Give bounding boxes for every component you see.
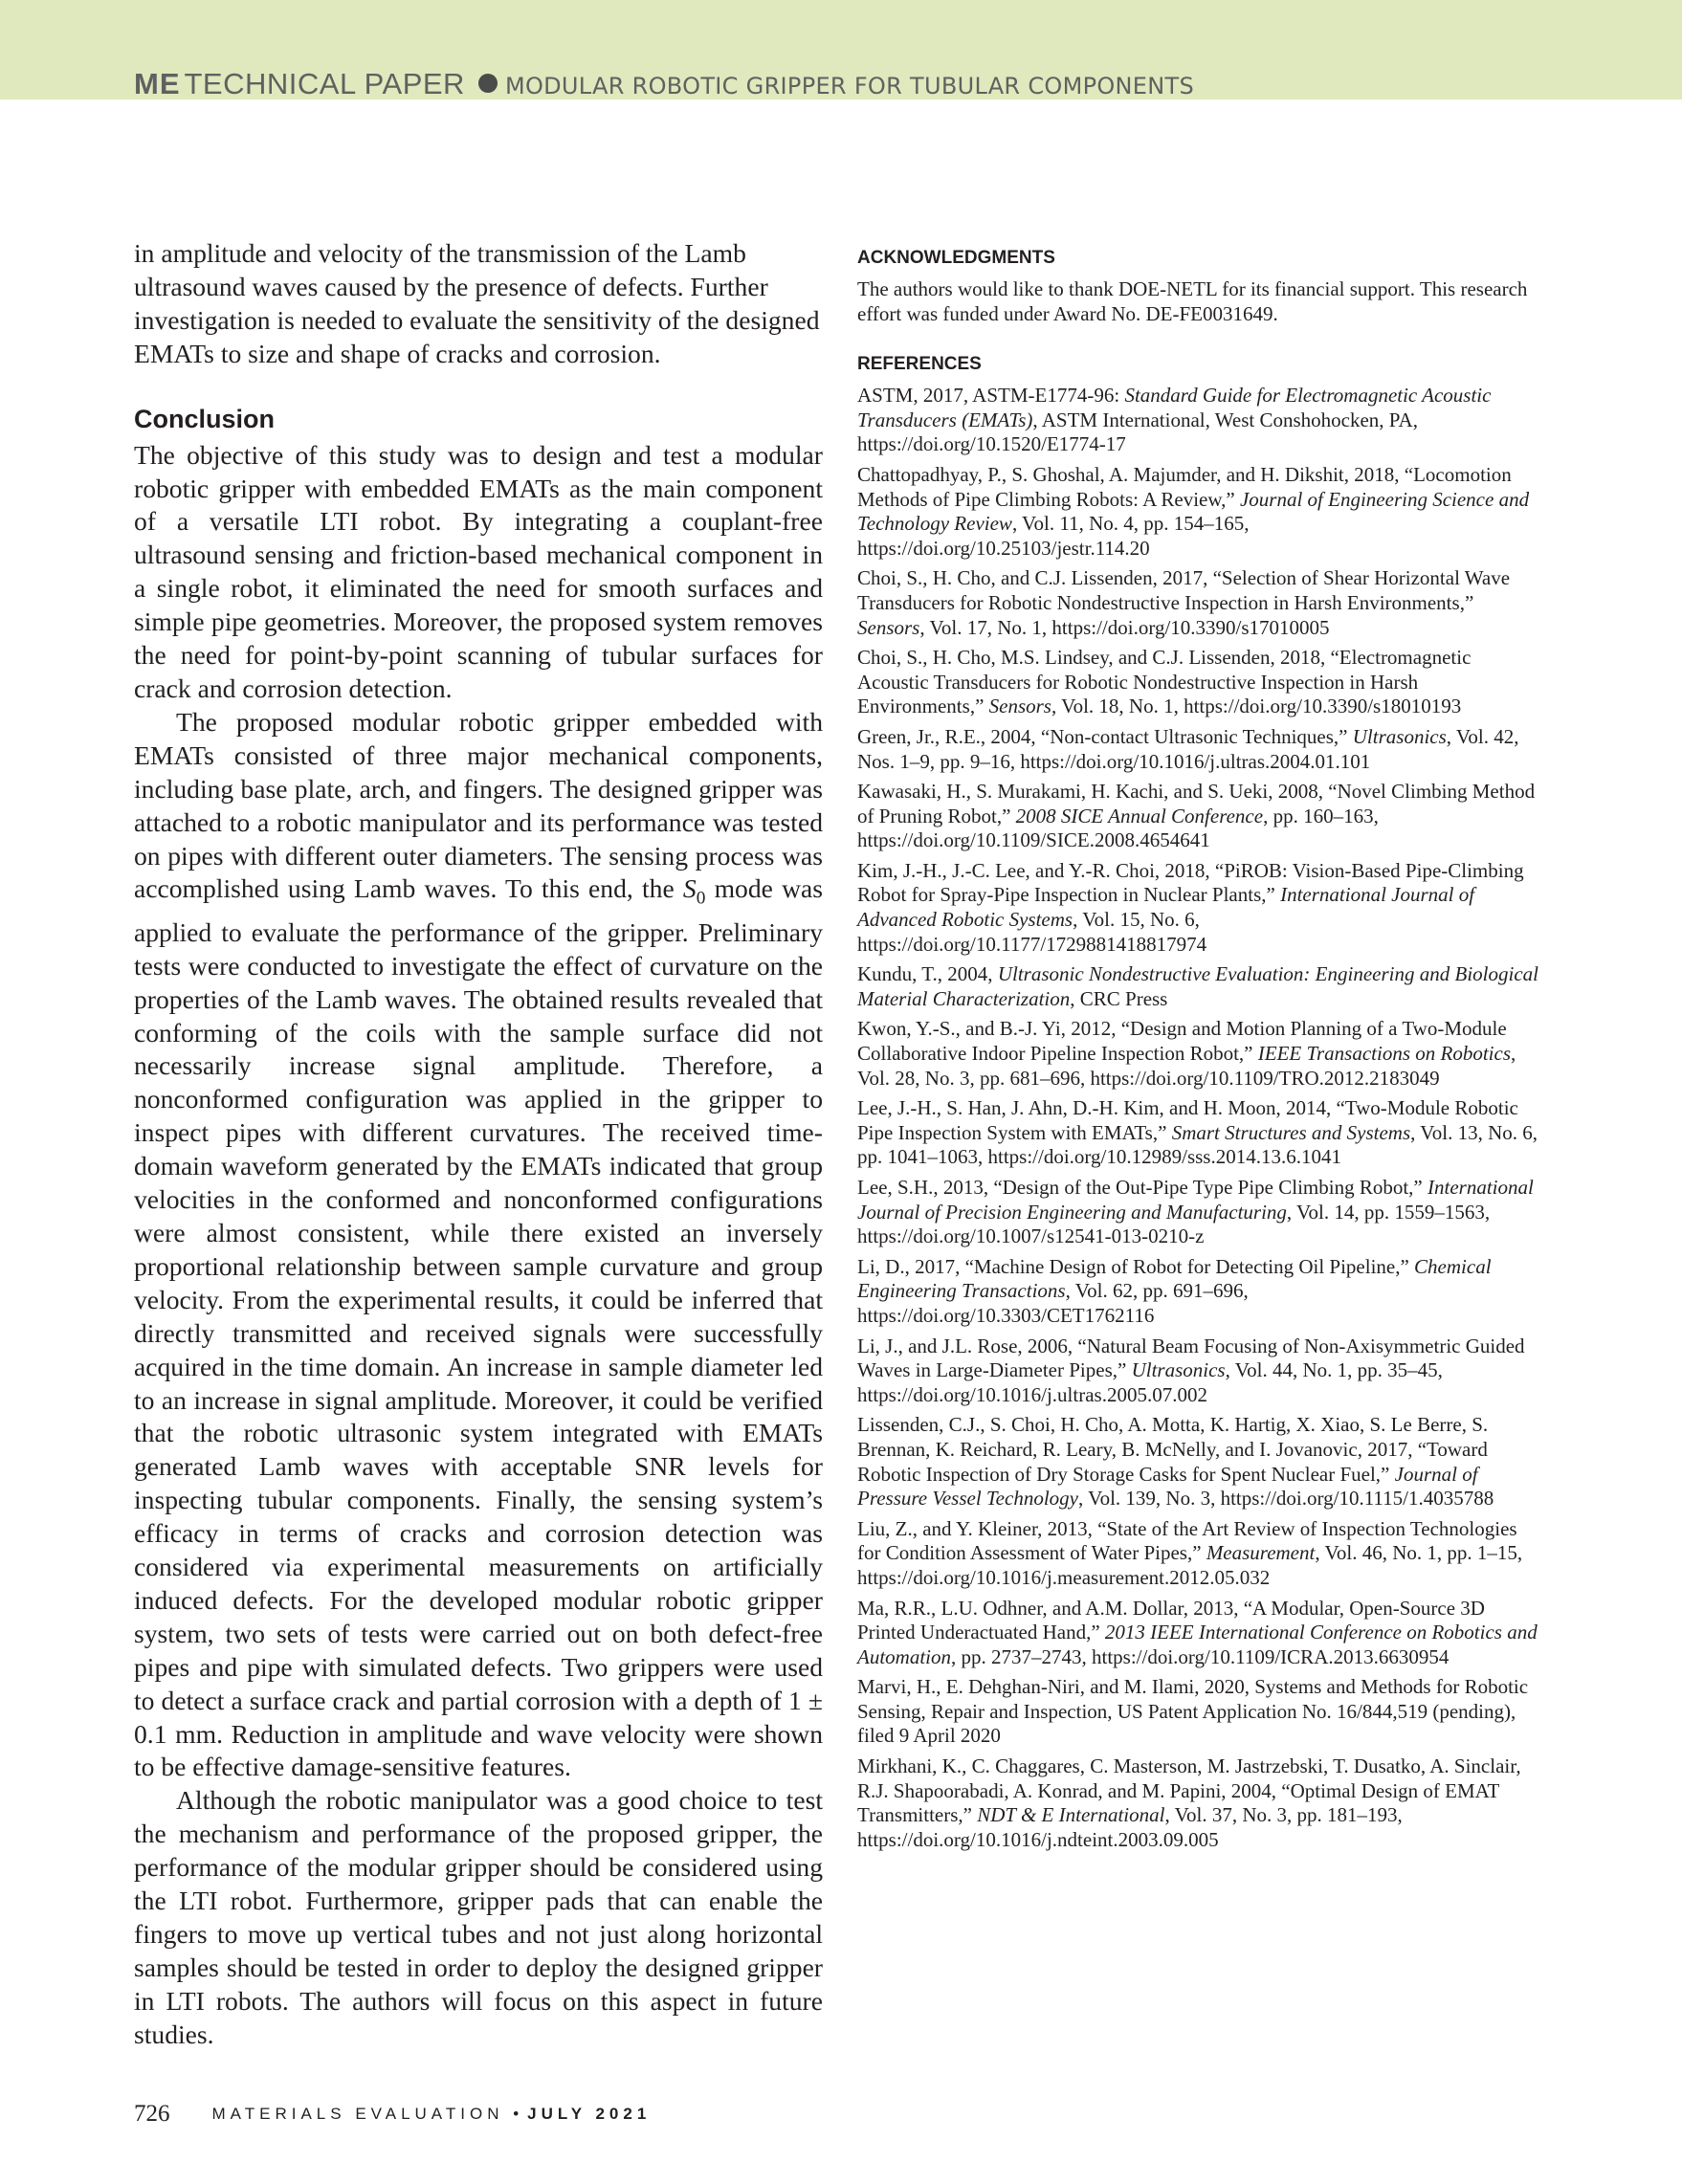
reference-item [857,1517,1542,1591]
reference-details: , Vol. 13, No. 6, pp. 1041–1063, https://doi.org/10.12989/sss.2014.13.6.1041 [857,1120,1538,1169]
reference-text: Mirkhani, K., C. Chaggares, C. Masterson, M. Jastrzebski, T. Dusatko, A. Sinclair, R.J. Shapoorabadi, A. Konrad, and M. Papini, 2004, “Optimal Design of EMAT Transmitters,” [857,1754,1521,1827]
reference-text: Lee, J.-H., S. Han, J. Ahn, D.-H. Kim, and H. Moon, 2014, “Two-Module Robotic Pipe Inspection System with EMATs,” [857,1096,1518,1144]
section-title: MODULAR ROBOTIC GRIPPER FOR TUBULAR COMPONENTS [504,73,1195,99]
reference-item [857,1675,1542,1749]
bullet-dot-icon [478,74,498,93]
reference-text: Kim, J.-H., J.-C. Lee, and Y.-R. Choi, 2018, “PiROB: Vision-Based Pipe-Climbing Robot for Spray-Pipe Inspection in Nuclear Plants,” [857,858,1524,907]
reference-source-title: 2013 IEEE International Conference on Robotics and Automation [857,1621,1538,1668]
reference-item [857,646,1542,719]
continued-paragraph: in amplitude and velocity of the transmission of the Lamb ultrasound waves caused by the presence of defects. Further investigation is needed to evaluate the sensitivity of the designed EMATs to size and shape of cracks and corrosion. [134,238,820,368]
acknowledgments-text: The authors would like to thank DOE-NETL for its financial support. This research effort was funded under Award No. DE-FE0031649. [857,277,1528,325]
reference-item [857,1017,1542,1091]
reference-details: , Vol. 15, No. 6, https://doi.org/10.1177/1729881418817974 [857,908,1207,956]
reference-source-title: Journal of Pressure Vessel Technology [857,1462,1478,1511]
reference-text: Choi, S., H. Cho, and C.J. Lissenden, 2017, “Selection of Shear Horizontal Wave Transducers for Robotic Nondestructive Inspection in Harsh Environments,” [857,566,1511,614]
reference-text: Li, J., and J.L. Rose, 2006, “Natural Beam Focusing of Non-Axisymmetric Guided Waves in Large-Diameter Pipes,” [857,1334,1525,1382]
reference-text: Liu, Z., and Y. Kleiner, 2013, “State of the Art Review of Inspection Technologies for Condition Assessment of Water Pipes,” [857,1516,1517,1565]
reference-source-title: NDT & E International [977,1803,1165,1827]
reference-details: , pp. 2737–2743, https://doi.org/10.1109/ICRA.2013.6630954 [951,1644,1450,1668]
reference-item [857,962,1542,1011]
reference-text: Kwon, Y.-S., and B.-J. Yi, 2012, “Design and Motion Planning of a Two-Module Collaborative Indoor Pipeline Inspection Robot,” [857,1017,1507,1066]
reference-item [857,1597,1542,1670]
series-label: TECHNICAL PAPER [184,67,465,100]
reference-item [857,463,1542,561]
reference-text: Choi, S., H. Cho, M.S. Lindsey, and C.J. Lissenden, 2018, “Electromagnetic Acoustic Transducers for Robotic Nondestructive Inspection in Harsh Environments,” [857,646,1472,718]
reference-source-title: Standard Guide for Electromagnetic Acoustic Transducers (EMATs) [857,384,1492,431]
reference-source-title: Journal of Engineering Science and Technology Review [857,487,1530,536]
conclusion-paragraph-2 [134,706,823,1785]
reference-source-title: Smart Structures and Systems [1171,1120,1411,1144]
reference-details: , Vol. 139, No. 3, https://doi.org/10.1115/1.4035788 [1077,1487,1494,1511]
reference-source-title: Ultrasonic Nondestructive Evaluation: Engineering and Biological Material Characterization [857,962,1538,1010]
reference-source-title: Ultrasonics [1131,1358,1226,1382]
reference-text: Ma, R.R., L.U. Odhner, and A.M. Dollar, 2013, “A Modular, Open-Source 3D Printed Underactuated Hand,” [857,1596,1485,1644]
reference-item [857,1096,1542,1170]
reference-text: Chattopadhyay, P., S. Ghoshal, A. Majumder, and H. Dikshit, 2018, “Locomotion Methods of Pipe Climbing Robots: A Review,” [857,462,1512,511]
reference-details: , Vol. 11, No. 4, pp. 154–165, https://doi.org/10.25103/jestr.114.20 [857,512,1250,560]
reference-source-title: Chemical Engineering Transactions [857,1254,1492,1303]
reference-text: Lissenden, C.J., S. Choi, H. Cho, A. Motta, K. Hartig, X. Xiao, S. Le Berre, S. Brennan, K. Reichard, R. Leary, B. McNelly, and I. Jovanovic, 2017, “Toward Robotic Inspection of Dry Storage Casks for Spent Nuclear Fuel,” [857,1413,1489,1486]
paragraph-text: The proposed modular robotic gripper embedded with EMATs consisted of three major mechanical components, including base plate, arch, and fingers. The designed gripper was attached to a robotic manipulator and its performance was tested on pipes with different outer diameters. The sensing process was accomplished using Lamb waves. To this end, the [134,706,823,904]
paragraph-text: mode was applied to evaluate the performance of the gripper. Preliminary tests were conducted to investigate the effect of curvature on the properties of the Lamb waves. The obtained results revealed that conforming of the coils with the sample surface did not necessarily increase signal amplitude. Therefore, a nonconformed configuration was applied in the gripper to inspect pipes with different curvatures. The received time-domain waveform generated by the EMATs indicated that group velocities in the conformed and nonconformed configurations were almost consistent, while there existed an inversely proportional relationship between sample curvature and group velocity. From the experimental results, it could be inferred that directly transmitted and received signals were successfully acquired in the time domain. An increase in sample diameter led to an increase in signal amplitude. Moreover, it could be verified that the robotic ultrasonic system integrated with EMATs generated Lamb waves with acceptable SNR levels for inspecting tubular components. Finally, the sensing system’s efficacy in terms of cracks and corrosion detection was considered via experimental measurements on artificially induced defects. For the developed modular robotic gripper system, two sets of tests were carried out on both defect-free pipes and pipe with simulated defects. Two grippers were used to detect a surface crack and partial corrosion with a depth of 1 ± 0.1 mm. Reduction in amplitude and wave velocity were shown to be effective damage-sensitive features. [134,873,824,1782]
reference-text: Lee, S.H., 2013, “Design of the Out-Pipe Type Pipe Climbing Robot,” [857,1176,1427,1199]
reference-source-title: Sensors [988,695,1051,718]
reference-item [857,859,1542,957]
reference-text: Kawasaki, H., S. Murakami, H. Kachi, and S. Ueki, 2008, “Novel Climbing Method of Pruning Robot,” [857,780,1536,827]
page-footer [134,2102,651,2126]
reference-item [857,1335,1542,1408]
reference-details: , Vol. 46, No. 1, pp. 1–15, https://doi.org/10.1016/j.measurement.2012.05.032 [857,1541,1523,1589]
reference-source-title: IEEE Transactions on Robotics [1257,1042,1511,1066]
reference-details: , Vol. 18, No. 1, https://doi.org/10.3390/s18010193 [1051,695,1462,718]
conclusion-heading: Conclusion [134,404,275,433]
reference-source-title: International Journal of Advanced Robotic Systems [857,883,1475,932]
reference-details: , Vol. 28, No. 3, pp. 681–696, https://doi.org/10.1109/TRO.2012.2183049 [857,1042,1516,1090]
reference-item [857,1255,1542,1329]
references-heading: REFERENCES [857,354,982,375]
reference-text: Li, D., 2017, “Machine Design of Robot for Detecting Oil Pipeline,” [857,1254,1415,1278]
page-number: 726 [134,2101,170,2127]
reference-text: Green, Jr., R.E., 2004, “Non-contact Ultrasonic Techniques,” [857,724,1353,748]
reference-text: Marvi, H., E. Dehghan-Niri, and M. Ilami, 2020, Systems and Methods for Robotic Sensing, Repair and Inspection, US Patent Application No. 16/844,519 (pending), filed 9 April 2020 [857,1675,1529,1748]
brand-mark: ME [134,67,181,100]
issue-date: JULY 2021 [527,2105,652,2123]
reference-text: ASTM, 2017, ASTM-E1774-96: [857,384,1125,408]
reference-item [857,384,1542,457]
reference-source-title: Sensors [857,615,920,639]
reference-details: , Vol. 14, pp. 1559–1563, https://doi.org/10.1007/s12541-013-0210-z [857,1200,1491,1248]
mode-subscript: 0 [696,888,706,909]
reference-item [857,1754,1542,1852]
reference-source-title: Ultrasonics [1352,724,1447,748]
right-column [857,247,1542,1858]
reference-source-title: International Journal of Precision Engineering and Manufacturing [857,1176,1534,1224]
mode-symbol: S [682,873,697,904]
reference-item [857,1413,1542,1511]
reference-details: , ASTM International, West Conshohocken, PA, https://doi.org/10.1520/E1774-17 [857,408,1418,456]
journal-name: MATERIALS EVALUATION • [211,2105,524,2123]
reference-item [857,725,1542,774]
reference-item [857,1176,1542,1249]
reference-source-title: Measurement [1206,1541,1316,1565]
running-header [134,69,1194,99]
conclusion-paragraph-1: The objective of this study was to design and test a modular robotic gripper with embedded EMATs as the main component of a versatile LTI robot. By integrating a couplant-free ultrasound sensing and friction-based mechanical component in a single robot, it eliminated the need for smooth surfaces and simple pipe geometries. Moreover, the proposed system removes the need for point-by-point scanning of tubular surfaces for crack and corrosion detection. [134,439,823,703]
reference-details: , pp. 160–163, https://doi.org/10.1109/SICE.2008.4654641 [857,804,1379,852]
reference-item [857,780,1542,853]
reference-details: , Vol. 44, No. 1, pp. 35–45, https://doi.org/10.1016/j.ultras.2005.07.002 [857,1358,1443,1406]
reference-text: Kundu, T., 2004, [857,962,998,986]
reference-details: , CRC Press [1070,986,1168,1010]
reference-details: , Vol. 62, pp. 691–696, https://doi.org/10.3303/CET1762116 [857,1279,1249,1327]
reference-details: , Vol. 17, No. 1, https://doi.org/10.3390/s17010005 [919,615,1330,639]
reference-source-title: 2008 SICE Annual Conference [1015,804,1264,827]
reference-details: , Vol. 37, No. 3, pp. 181–193, https://doi.org/10.1016/j.ndteint.2003.09.005 [857,1803,1403,1851]
conclusion-paragraph-3: Although the robotic manipulator was a good choice to test the mechanism and performance of the proposed gripper, the performance of the modular gripper should be considered using the LTI robot. Furthermore, gripper pads that can enable the fingers to move up vertical tubes and not just along horizontal samples should be tested in order to deploy the designed gripper in LTI robots. The authors will focus on this aspect in future studies. [134,1785,823,2049]
acknowledgments-heading: ACKNOWLEDGMENTS [857,248,1055,268]
reference-item [857,566,1542,640]
reference-list [857,384,1542,1852]
reference-details: , Vol. 42, Nos. 1–9, pp. 9–16, https://doi.org/10.1016/j.ultras.2004.01.101 [857,724,1519,773]
left-column [134,237,823,2052]
